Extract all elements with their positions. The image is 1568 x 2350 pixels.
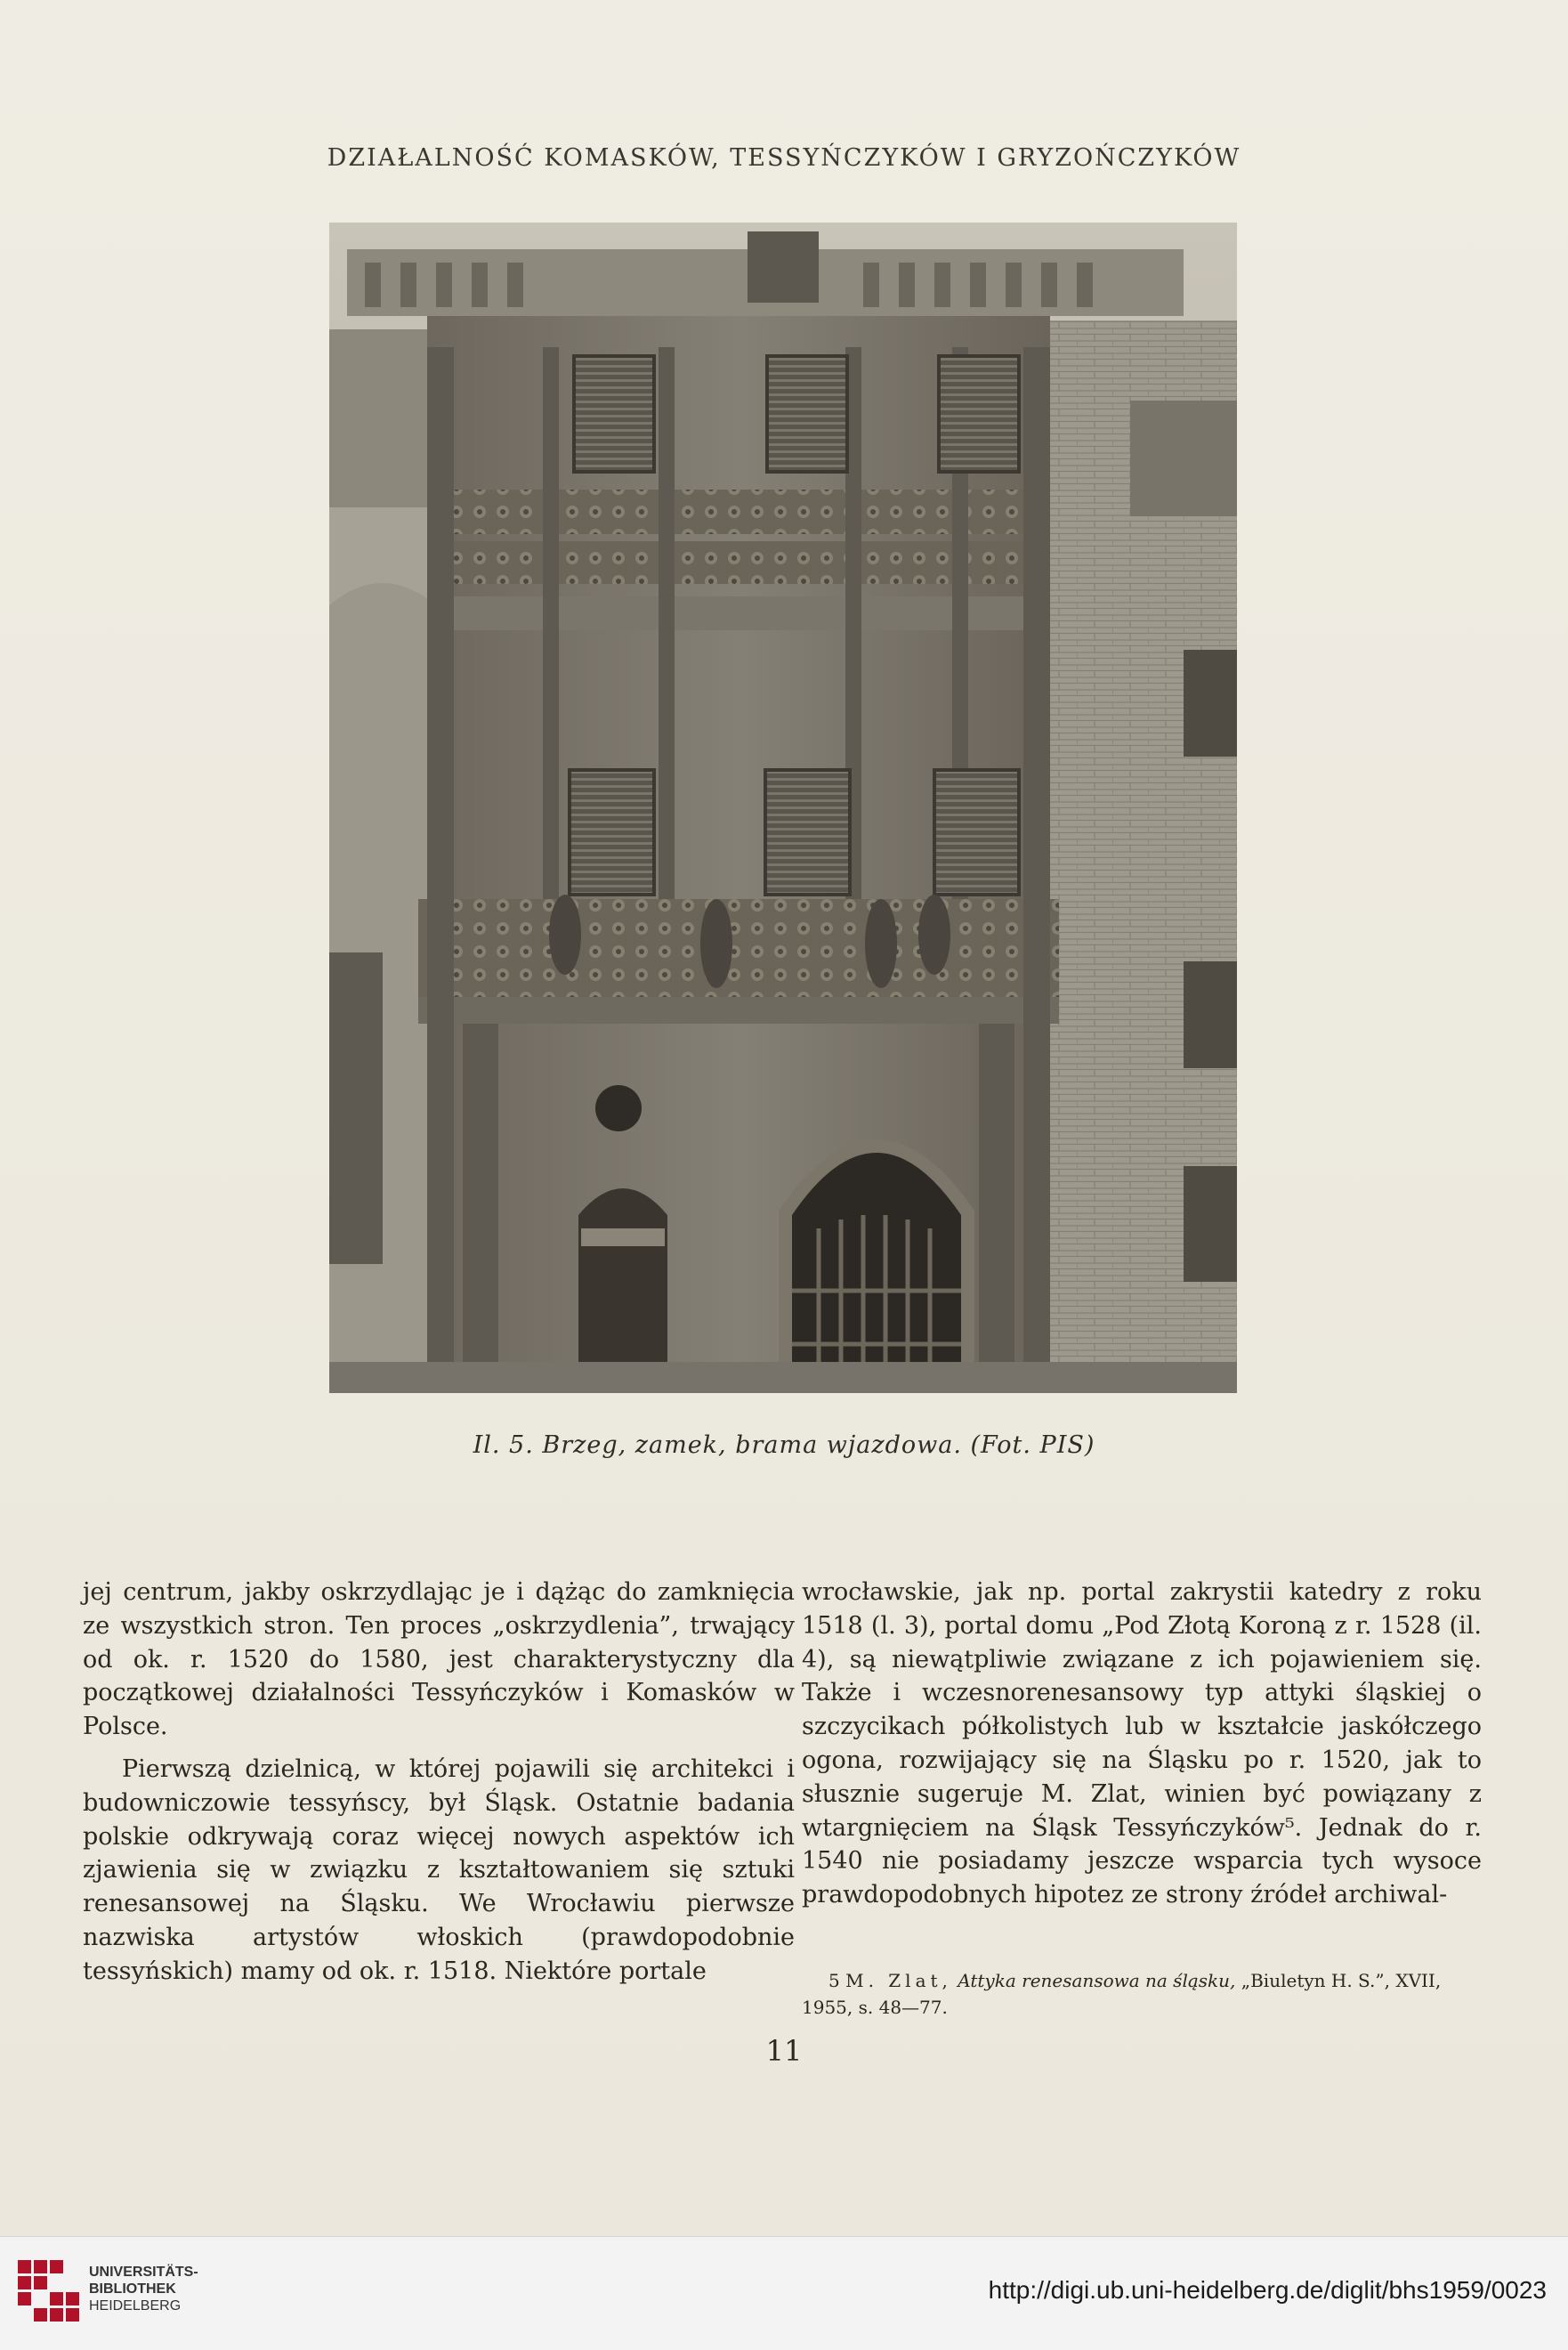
paragraph: wrocławskie, jak np. portal zakrystii katedry z roku 1518 (l. 3), portal domu „Pod Złotą Koroną z r. 1528 (il. 4), są niewątpliwie związane z ich pojawieniem się. Także i wczesnorenesansowy typ attyki śląskiej o szczycikach półkolistych lub w kształcie jaskółczego ogona, rozwijający się na Śląsku po r. 1520, jak to słusznie sugeruje M. Zlat, winien być powiązany z wtargnięciem na Śląsk Tessyńczyków⁵. Jednak do r. 1540 nie posiadamy jeszcze wsparcia tych wysoce prawdopodobnych hipotez ze strony źródeł archiwal- xyxy=(802,1578,1482,1909)
library-footer-bar xyxy=(0,2236,1568,2350)
running-head: DZIAŁALNOŚĆ KOMASKÓW, TESSYŃCZYKÓW I GRYZOŃCZYKÓW xyxy=(327,144,1241,172)
photo-castle-gate xyxy=(329,223,1237,1393)
source-url-link[interactable]: http://digi.ub.uni-heidelberg.de/diglit/bhs1959/0023 xyxy=(988,2276,1547,2304)
figure-caption: Il. 5. Brzeg, zamek, brama wjazdowa. (Fot. PIS) xyxy=(473,1431,1095,1459)
paragraph: Pierwszą dzielnicą, w której pojawili się architekci i budowniczowie tessyńscy, był Śląsk. Ostatnie badania polskie odkrywają coraz więcej nowych aspektów ich zjawienia się w związku z kształtowaniem się sztuki renesansowej na Śląsku. We Wrocławiu pierwsze nazwiska artystów włoskich (prawdopodobnie tessyńskich) mamy od ok. r. 1518. Niektóre portale xyxy=(83,1754,795,1985)
left-text-column xyxy=(83,1576,795,1989)
footnote-rest: „Biuletyn H. S.”, XVII, 1955, s. 48—77. xyxy=(802,1970,1442,2018)
paragraph: jej centrum, jakby oskrzydlając je i dążąc do zamknięcia ze wszystkich stron. Ten proces „oskrzydlenia”, trwający od ok. r. 1520 do 1580, jest charakterystyczny dla początkowej działalności Tessyńczyków i Komasków w Polsce. xyxy=(83,1578,795,1741)
page-number: 11 xyxy=(765,2034,803,2068)
footnote-author: M. Zlat, xyxy=(845,1970,952,1991)
footnote xyxy=(802,1967,1478,2021)
footnote-title: Attyka renesansowa na śląsku, xyxy=(958,1970,1236,1991)
university-library-logo-icon xyxy=(18,2260,80,2322)
right-text-column xyxy=(802,1576,1482,1912)
footnote-number: 5 xyxy=(828,1970,840,1991)
library-name: UNIVERSITÄTS- BIBLIOTHEK HEIDELBERG xyxy=(89,2265,198,2314)
